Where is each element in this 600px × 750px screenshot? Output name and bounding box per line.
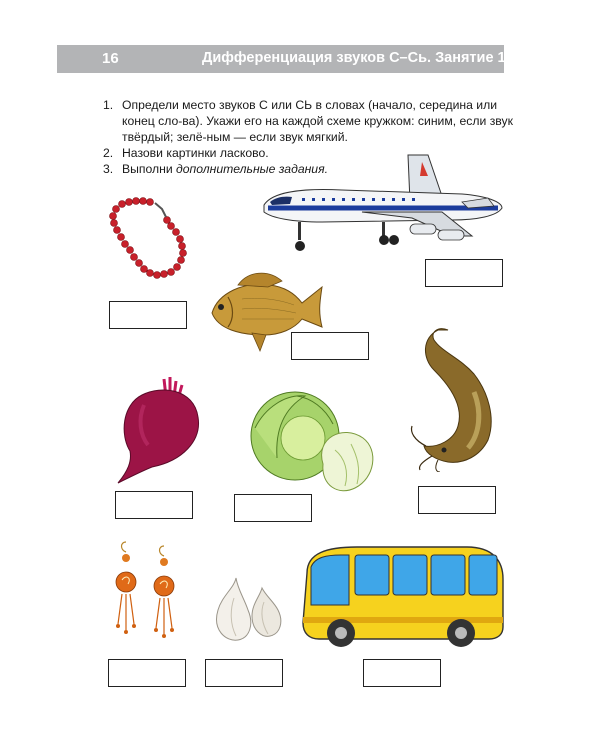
instruction-italic: дополнительные задания. (176, 162, 328, 176)
earrings-picture (108, 538, 188, 648)
instruction-number: 1. (103, 98, 114, 112)
beet-picture (112, 375, 207, 485)
answer-box-cabbage[interactable] (234, 494, 312, 522)
answer-box-airplane[interactable] (425, 259, 503, 287)
instruction-text: Выполни (122, 162, 177, 176)
page-number: 16 (102, 50, 119, 67)
answer-box-beads[interactable] (109, 301, 187, 329)
airplane-picture (262, 150, 507, 260)
answer-box-catfish[interactable] (418, 486, 496, 514)
beads-picture (100, 195, 195, 295)
title-prefix: Дифференциация звуков С–Сь. (202, 50, 432, 66)
garlic-picture (206, 574, 286, 646)
instruction-number: 2. (103, 146, 114, 160)
answer-box-garlic[interactable] (205, 659, 283, 687)
bus-picture (297, 543, 507, 651)
cabbage-picture (245, 388, 380, 498)
answer-box-bus[interactable] (363, 659, 441, 687)
instruction-item (103, 97, 523, 145)
answer-box-fish[interactable] (291, 332, 369, 360)
instruction-text: Определи место звуков С или СЬ в словах (начало, середина или конец сло-ва). Укажи его на каждой схеме кружком: синим, если звук твёрдый; зелё-ным — если звук мягкий. (122, 98, 513, 144)
title-lesson: Занятие 16 (435, 50, 514, 66)
answer-box-earrings[interactable] (108, 659, 186, 687)
instruction-number: 3. (103, 162, 114, 176)
catfish-picture (408, 322, 508, 472)
page-title (202, 50, 514, 66)
instruction-text: Назови картинки ласково. (122, 146, 269, 160)
answer-box-beet[interactable] (115, 491, 193, 519)
